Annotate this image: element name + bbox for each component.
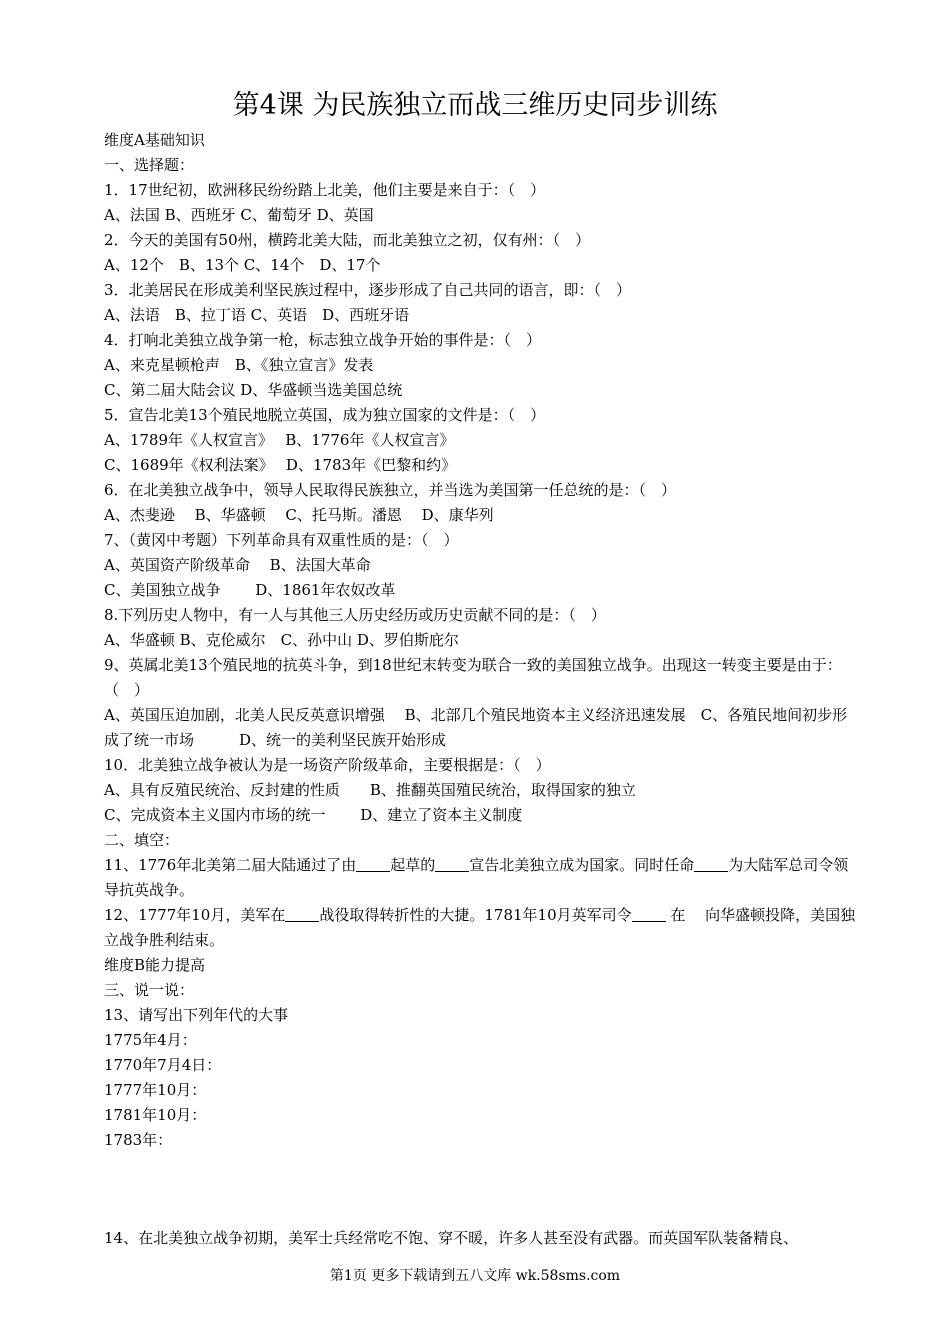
- text-line: 一、选择题：: [104, 156, 195, 174]
- text-line: A、英国资产阶级革命 B、法国大革命: [104, 556, 371, 574]
- text-line: A、具有反殖民统治、反封建的性质 B、推翻英国殖民统治，取得国家的独立: [104, 781, 636, 799]
- text-line: 二、填空：: [104, 831, 180, 849]
- text-line: 1777年10月：: [104, 1081, 207, 1099]
- text-line: 1．17世纪初，欧洲移民纷纷踏上北美，他们主要是来自于：（ ）: [104, 181, 546, 199]
- text-line: 3．北美居民在形成美利坚民族过程中，逐步形成了自己共同的语言，即：（ ）: [104, 281, 632, 299]
- text-line: 13、请写出下列年代的大事: [104, 1006, 289, 1024]
- text-line: A、华盛顿 B、克伦威尔 C、孙中山 D、罗伯斯庇尔: [104, 631, 459, 649]
- text-line: A、来克星顿枪声 B、《独立宣言》发表: [104, 356, 374, 374]
- text-line: A、12个 B、13个 C、14个 D、17个: [104, 256, 381, 274]
- text-line: 6．在北美独立战争中，领导人民取得民族独立，并当选为美国第一任总统的是：（ ）: [104, 481, 677, 499]
- text-line: 1775年4月：: [104, 1031, 197, 1049]
- text-line: 8.下列历史人物中，有一人与其他三人历史经历或历史贡献不同的是：（ ）: [104, 606, 606, 624]
- question-14: 14、在北美独立战争初期，美军士兵经常吃不饱、穿不暖，许多人甚至没有武器。而英国军队装备精良、: [104, 1229, 799, 1247]
- text-line: 1781年10月：: [104, 1106, 207, 1124]
- text-line: A、法国 B、西班牙 C、葡萄牙 D、英国: [104, 206, 374, 224]
- text-line: A、杰斐逊 B、华盛顿 C、托马斯。潘恩 D、康华列: [104, 506, 494, 524]
- question-9: 9、英属北美13个殖民地的抗英斗争，到18世纪末转变为联合一致的美国独立战争。出现这一转变主要是由于：（ ）: [104, 656, 842, 699]
- text-line: 4．打响北美独立战争第一枪，标志独立战争开始的事件是：（ ）: [104, 331, 542, 349]
- q11-part: 宣告北美独立成为国家。同时任命: [469, 856, 695, 874]
- fill-blank[interactable]: [356, 857, 390, 872]
- fill-blank[interactable]: [694, 857, 728, 872]
- text-line: A、1789年《人权宣言》 B、1776年《人权宣言》: [104, 431, 455, 449]
- q12-part: 12、1777年10月，美军在: [104, 906, 286, 924]
- text-line: 1783年：: [104, 1131, 173, 1149]
- fill-blank[interactable]: [435, 857, 469, 872]
- page-footer: 第1页 更多下载请到五八文库 wk.58sms.com: [329, 1268, 621, 1284]
- q12-part: 战役取得转折性的大捷。1781年10月英军司令: [319, 906, 632, 924]
- text-line: A、法语 B、拉丁语 C、英语 D、西班牙语: [104, 306, 410, 324]
- document-body: [104, 128, 860, 1153]
- text-line: C、1689年《权利法案》 D、1783年《巴黎和约》: [104, 456, 457, 474]
- text-line: 2．今天的美国有50州，横跨北美大陆，而北美独立之初，仅有州：（ ）: [104, 231, 591, 249]
- text-line: 维度B能力提高: [104, 956, 206, 974]
- q11-part: 起草的: [390, 856, 436, 874]
- question-9-options: A、英国压迫加剧，北美人民反英意识增强 B、北部几个殖民地资本主义经济迅速发展 C、各殖民地间初步形成了统一市场 D、统一的美利坚民族开始形成: [104, 706, 848, 749]
- text-line: 5．宣告北美13个殖民地脱立英国，成为独立国家的文件是：（ ）: [104, 406, 546, 424]
- q12-part: 在 向华盛顿投降，美国独立战争胜利结束。: [104, 906, 856, 949]
- fill-blank[interactable]: [632, 907, 666, 922]
- text-line: 1770年7月4日：: [104, 1056, 222, 1074]
- text-line: C、美国独立战争 D、1861年农奴改革: [104, 581, 396, 599]
- q11-part: 11、1776年北美第二届大陆通过了由: [104, 856, 357, 874]
- text-line: C、完成资本主义国内市场的统一 D、建立了资本主义制度: [104, 806, 523, 824]
- document-title: 第4课 为民族独立而战三维历史同步训练: [232, 90, 718, 121]
- fill-blank[interactable]: [285, 907, 319, 922]
- question-12: [104, 903, 860, 953]
- question-11: [104, 853, 860, 903]
- text-line: 10．北美独立战争被认为是一场资产阶级革命，主要根据是：（ ）: [104, 756, 551, 774]
- text-line: C、第二届大陆会议 D、华盛顿当选美国总统: [104, 381, 403, 399]
- q11-part: 为大陆军总司令领导抗英战争。: [104, 856, 849, 899]
- text-line: 维度A基础知识: [104, 131, 205, 149]
- text-line: 三、说一说：: [104, 981, 195, 999]
- text-line: 7、（黄冈中考题）下列革命具有双重性质的是：（ ）: [104, 531, 459, 549]
